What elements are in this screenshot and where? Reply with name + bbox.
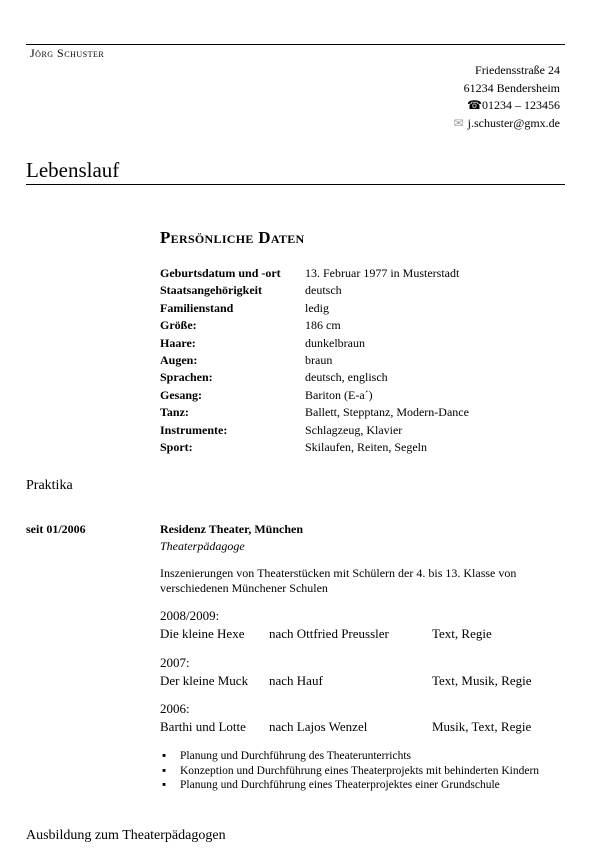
personal-data-heading: Persönliche Daten: [160, 228, 305, 247]
production-author: nach Hauf: [269, 673, 323, 688]
production-roles: Musik, Text, Regie: [432, 719, 532, 734]
list-item-text: Planung und Durchführung des Theaterunterrichts: [180, 750, 412, 762]
production-title: Der kleine Muck: [160, 673, 249, 688]
title-rule: [26, 184, 565, 185]
praktika-heading: Praktika: [26, 478, 73, 493]
praktikum-date: seit 01/2006: [26, 522, 86, 536]
production-year: 2007:: [160, 655, 190, 670]
personal-data-row: [160, 336, 469, 353]
list-item: [160, 749, 555, 764]
field-value: 13. Februar 1977 in Musterstadt: [305, 266, 460, 280]
field-label: Gesang:: [160, 387, 202, 402]
field-label: Sport:: [160, 439, 193, 454]
personal-data-row: [160, 283, 469, 300]
city: 61234 Bendersheim: [463, 80, 560, 95]
employer: Residenz Theater, München: [160, 522, 304, 536]
field-value: Ballett, Stepptanz, Modern-Dance: [305, 405, 469, 420]
envelope-icon: ✉: [453, 115, 464, 130]
street: Friedensstraße 24: [475, 63, 560, 77]
header-rule: [26, 44, 565, 45]
production-roles: Text, Regie: [432, 626, 492, 641]
personal-data-row: [160, 266, 469, 283]
field-label: Tanz:: [160, 405, 189, 420]
personal-data-row: [160, 370, 469, 387]
ausbildung-heading: Ausbildung zum Theaterpädagogen: [26, 828, 226, 843]
bullet-icon: ▪: [162, 750, 167, 762]
field-label: Augen:: [160, 352, 198, 367]
field-value: Schlagzeug, Klavier: [305, 422, 403, 437]
production-title: Die kleine Hexe: [160, 626, 245, 641]
page-title: Lebenslauf: [26, 158, 120, 182]
field-value: 186 cm: [305, 318, 341, 333]
field-label: Geburtsdatum und -ort: [160, 266, 281, 280]
email: j.schuster@gmx.de: [467, 115, 560, 130]
field-label: Sprachen:: [160, 370, 213, 385]
phone: 01234 – 123456: [482, 98, 560, 112]
field-label: Größe:: [160, 318, 197, 333]
email-line: [453, 115, 560, 133]
field-value: Bariton (E-a´): [305, 387, 373, 402]
field-label: Haare:: [160, 335, 196, 350]
production-year: 2006:: [160, 701, 190, 716]
field-label: Staatsangehörigkeit: [160, 283, 262, 298]
phone-icon: ☎: [467, 98, 482, 112]
personal-data-row: [160, 318, 469, 335]
personal-data-row: [160, 440, 469, 457]
production-title: Barthi und Lotte: [160, 719, 246, 734]
personal-data-table: [160, 266, 469, 457]
list-item: [160, 778, 555, 793]
personal-data-row: [160, 353, 469, 370]
field-value: deutsch, englisch: [305, 370, 388, 385]
field-value: deutsch: [305, 283, 342, 298]
bullet-icon: ▪: [162, 779, 167, 791]
task-list: [160, 749, 555, 793]
role: Theaterpädagoge: [160, 539, 245, 553]
field-label: Instrumente:: [160, 422, 228, 437]
personal-data-row: [160, 423, 469, 440]
personal-data-row: [160, 405, 469, 422]
production-author: nach Ottfried Preussler: [269, 626, 389, 641]
field-value: ledig: [305, 300, 329, 315]
personal-data-row: [160, 388, 469, 405]
production-year: 2008/2009:: [160, 608, 220, 623]
field-value: braun: [305, 352, 333, 367]
contact-block: [453, 62, 560, 132]
list-item-text: Konzeption und Durchführung eines Theaterprojekts mit behinderten Kindern: [180, 764, 540, 777]
list-item: [160, 764, 555, 779]
production-roles: Text, Musik, Regie: [432, 673, 532, 688]
field-label: Familienstand: [160, 300, 234, 315]
description: Inszenierungen von Theaterstücken mit Schülern der 4. bis 13. Klasse von verschiedenen Münchener Schulen: [160, 566, 517, 595]
production-author: nach Lajos Wenzel: [269, 719, 368, 734]
bullet-icon: ▪: [162, 764, 167, 777]
list-item-text: Planung und Durchführung eines Theaterprojektes einer Grundschule: [180, 779, 500, 791]
field-value: dunkelbraun: [305, 335, 365, 350]
phone-line: [453, 97, 560, 115]
author-name: Jörg Schuster: [30, 46, 105, 60]
personal-data-row: [160, 301, 469, 318]
field-value: Skilaufen, Reiten, Segeln: [305, 439, 427, 454]
